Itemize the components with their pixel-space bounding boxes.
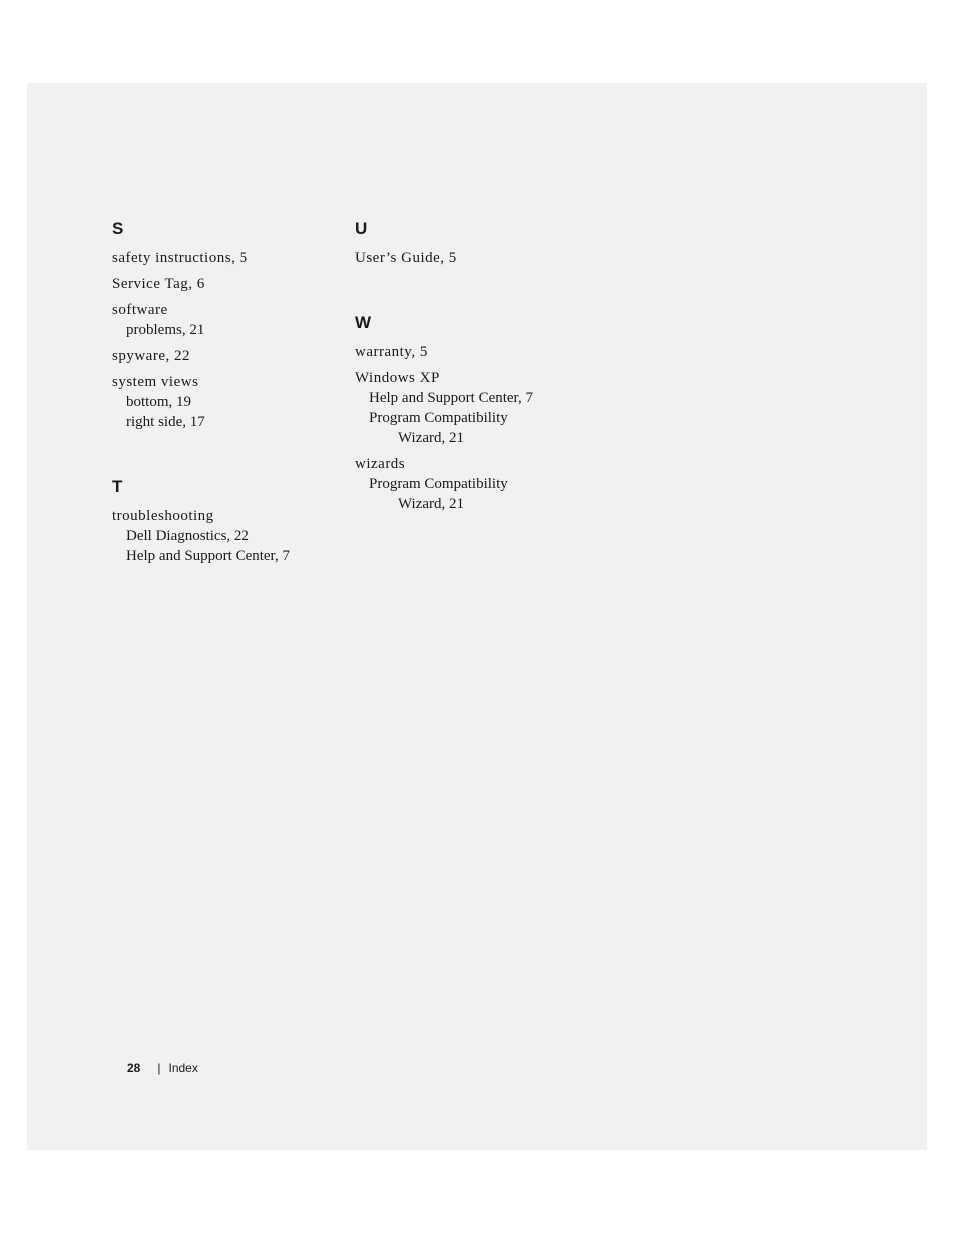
index-term: system views bbox=[112, 374, 199, 390]
index-entry bbox=[355, 342, 595, 362]
footer-section-title: Index bbox=[168, 1061, 198, 1075]
index-letter-heading: T bbox=[112, 477, 123, 496]
index-term: wizards bbox=[355, 456, 406, 472]
index-subterm: problems, 21 bbox=[126, 322, 205, 338]
index-term: User’s Guide, 5 bbox=[355, 250, 457, 266]
index-subterm: Dell Diagnostics, 22 bbox=[126, 528, 249, 544]
index-entry bbox=[112, 248, 342, 268]
index-entry bbox=[112, 506, 342, 566]
index-entry bbox=[355, 248, 595, 268]
index-entry bbox=[112, 346, 342, 366]
index-term: troubleshooting bbox=[112, 508, 214, 524]
index-column-left bbox=[112, 219, 342, 572]
page-footer bbox=[127, 1060, 198, 1076]
footer-separator: | bbox=[157, 1061, 161, 1075]
index-entry bbox=[112, 274, 342, 294]
index-subterm: Wizard, 21 bbox=[398, 496, 465, 512]
index-subterm: Help and Support Center, 7 bbox=[126, 548, 290, 564]
index-term: safety instructions, 5 bbox=[112, 250, 248, 266]
page-number: 28 bbox=[127, 1061, 141, 1075]
index-subterm: Help and Support Center, 7 bbox=[369, 390, 533, 406]
index-subterm: Program Compatibility bbox=[369, 476, 508, 492]
index-term: software bbox=[112, 302, 168, 318]
index-subterm: bottom, 19 bbox=[126, 394, 192, 410]
index-section-t bbox=[112, 477, 342, 566]
index-column-right bbox=[355, 219, 595, 520]
index-entry bbox=[112, 372, 342, 432]
index-section-u bbox=[355, 219, 595, 268]
index-entry bbox=[355, 454, 595, 514]
index-term: warranty, 5 bbox=[355, 344, 428, 360]
index-section-s bbox=[112, 219, 342, 432]
index-subterm: right side, 17 bbox=[126, 414, 205, 430]
index-subterm: Program Compatibility bbox=[369, 410, 508, 426]
index-term: Service Tag, 6 bbox=[112, 276, 205, 292]
index-subterm: Wizard, 21 bbox=[398, 430, 465, 446]
index-entry bbox=[112, 300, 342, 340]
index-letter-heading: W bbox=[355, 313, 372, 332]
document-page bbox=[27, 83, 927, 1150]
index-entry bbox=[355, 368, 595, 448]
index-term: Windows XP bbox=[355, 370, 440, 386]
index-letter-heading: U bbox=[355, 219, 368, 238]
index-section-w bbox=[355, 313, 595, 514]
index-letter-heading: S bbox=[112, 219, 124, 238]
index-term: spyware, 22 bbox=[112, 348, 190, 364]
